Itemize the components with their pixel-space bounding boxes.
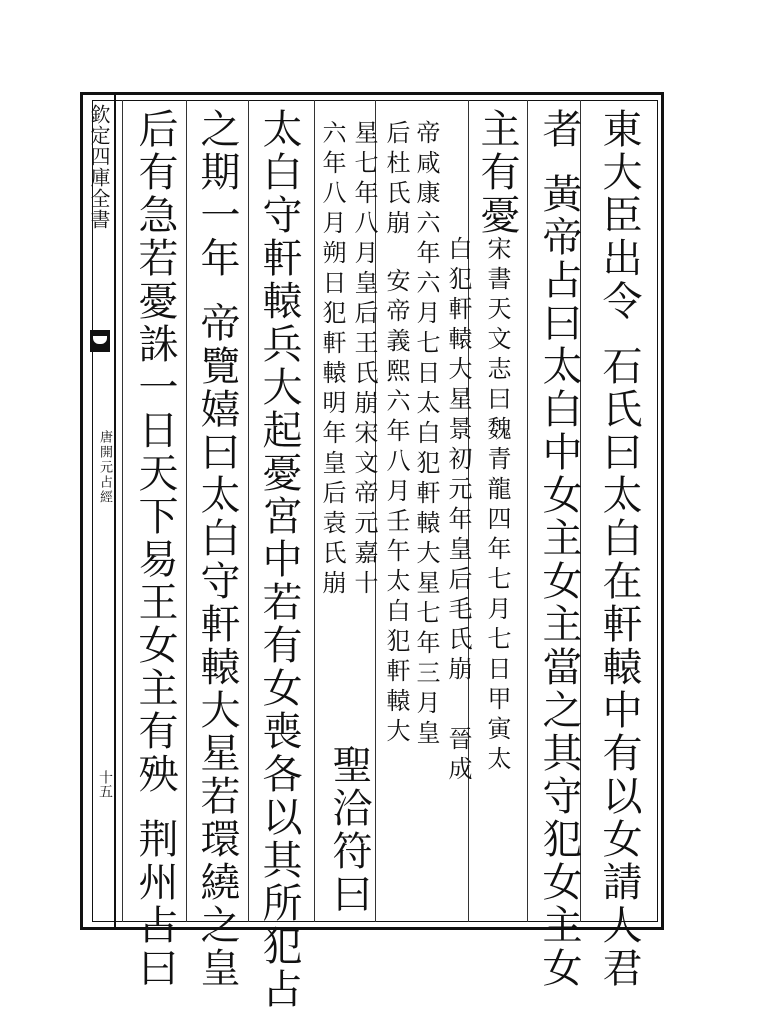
column-text: 帝覽嬉曰太白守軒轅大星若環繞之皇: [194, 302, 240, 990]
annotation-column-5: [350, 120, 378, 600]
collection-title: 欽定四庫全書: [87, 104, 111, 230]
column-text: 太白守軒轅兵大起憂宮中若有女喪各以其所犯占: [256, 108, 302, 1011]
text-column-2: [536, 108, 582, 990]
text-column-7: [132, 108, 178, 990]
annotation-text: 六年八月朔日犯軒轅明年皇后袁氏崩: [318, 120, 346, 600]
column-text: 之期一年: [194, 108, 240, 280]
margin-rule: [114, 92, 116, 930]
annotation-text: 宋書天文志曰魏青龍四年七月七日甲寅太: [483, 236, 511, 776]
column-text: 聖洽符曰: [326, 744, 372, 916]
page-number: 十五: [97, 770, 113, 798]
column-rule: [186, 100, 187, 922]
annotation-text: 后杜氏崩: [382, 120, 410, 240]
fishtail-mark: [90, 330, 110, 352]
column-rule: [527, 100, 528, 922]
column-text: 東大臣出令: [596, 108, 642, 323]
column-rule: [314, 100, 315, 922]
column-text: 石氏曰太白在軒轅中有以女請人君: [596, 345, 642, 990]
annotation-column-2: [444, 236, 472, 786]
column-rule: [248, 100, 249, 922]
annotation-text: 晉成: [444, 726, 472, 786]
annotation-text: 星七年八月皇后王氏崩宋文帝元嘉十: [350, 120, 378, 600]
annotation-text: 安帝義熙六年八月壬午太白犯軒轅大: [382, 268, 410, 748]
annotation-column-4: [382, 120, 410, 748]
column-rule: [122, 100, 123, 922]
text-column-3: [474, 108, 520, 237]
column-text: 主有憂: [474, 108, 520, 237]
text-column-6: [194, 108, 240, 990]
text-column-1: [596, 108, 642, 990]
text-column-5: [256, 108, 302, 1011]
annotation-column-1: [483, 236, 511, 776]
annotation-column-3: [412, 120, 440, 750]
annotation-text: 白犯軒轅大星景初元年皇后毛氏崩: [444, 236, 472, 686]
column-text: 后有急若憂誅一日天下易王女主有殃: [132, 108, 178, 796]
book-title: 唐開元占經: [97, 430, 112, 505]
column-text: 荆州占曰: [132, 818, 178, 990]
annotation-column-6: [318, 120, 346, 600]
annotation-text: 帝咸康六年六月七日太白犯軒轅大星七年三月皇: [412, 120, 440, 750]
column-text: 者: [536, 108, 582, 151]
column-text: 黃帝占曰太白中女主女主當之其守犯女主女: [536, 173, 582, 990]
text-column-4-tail: [326, 744, 372, 916]
